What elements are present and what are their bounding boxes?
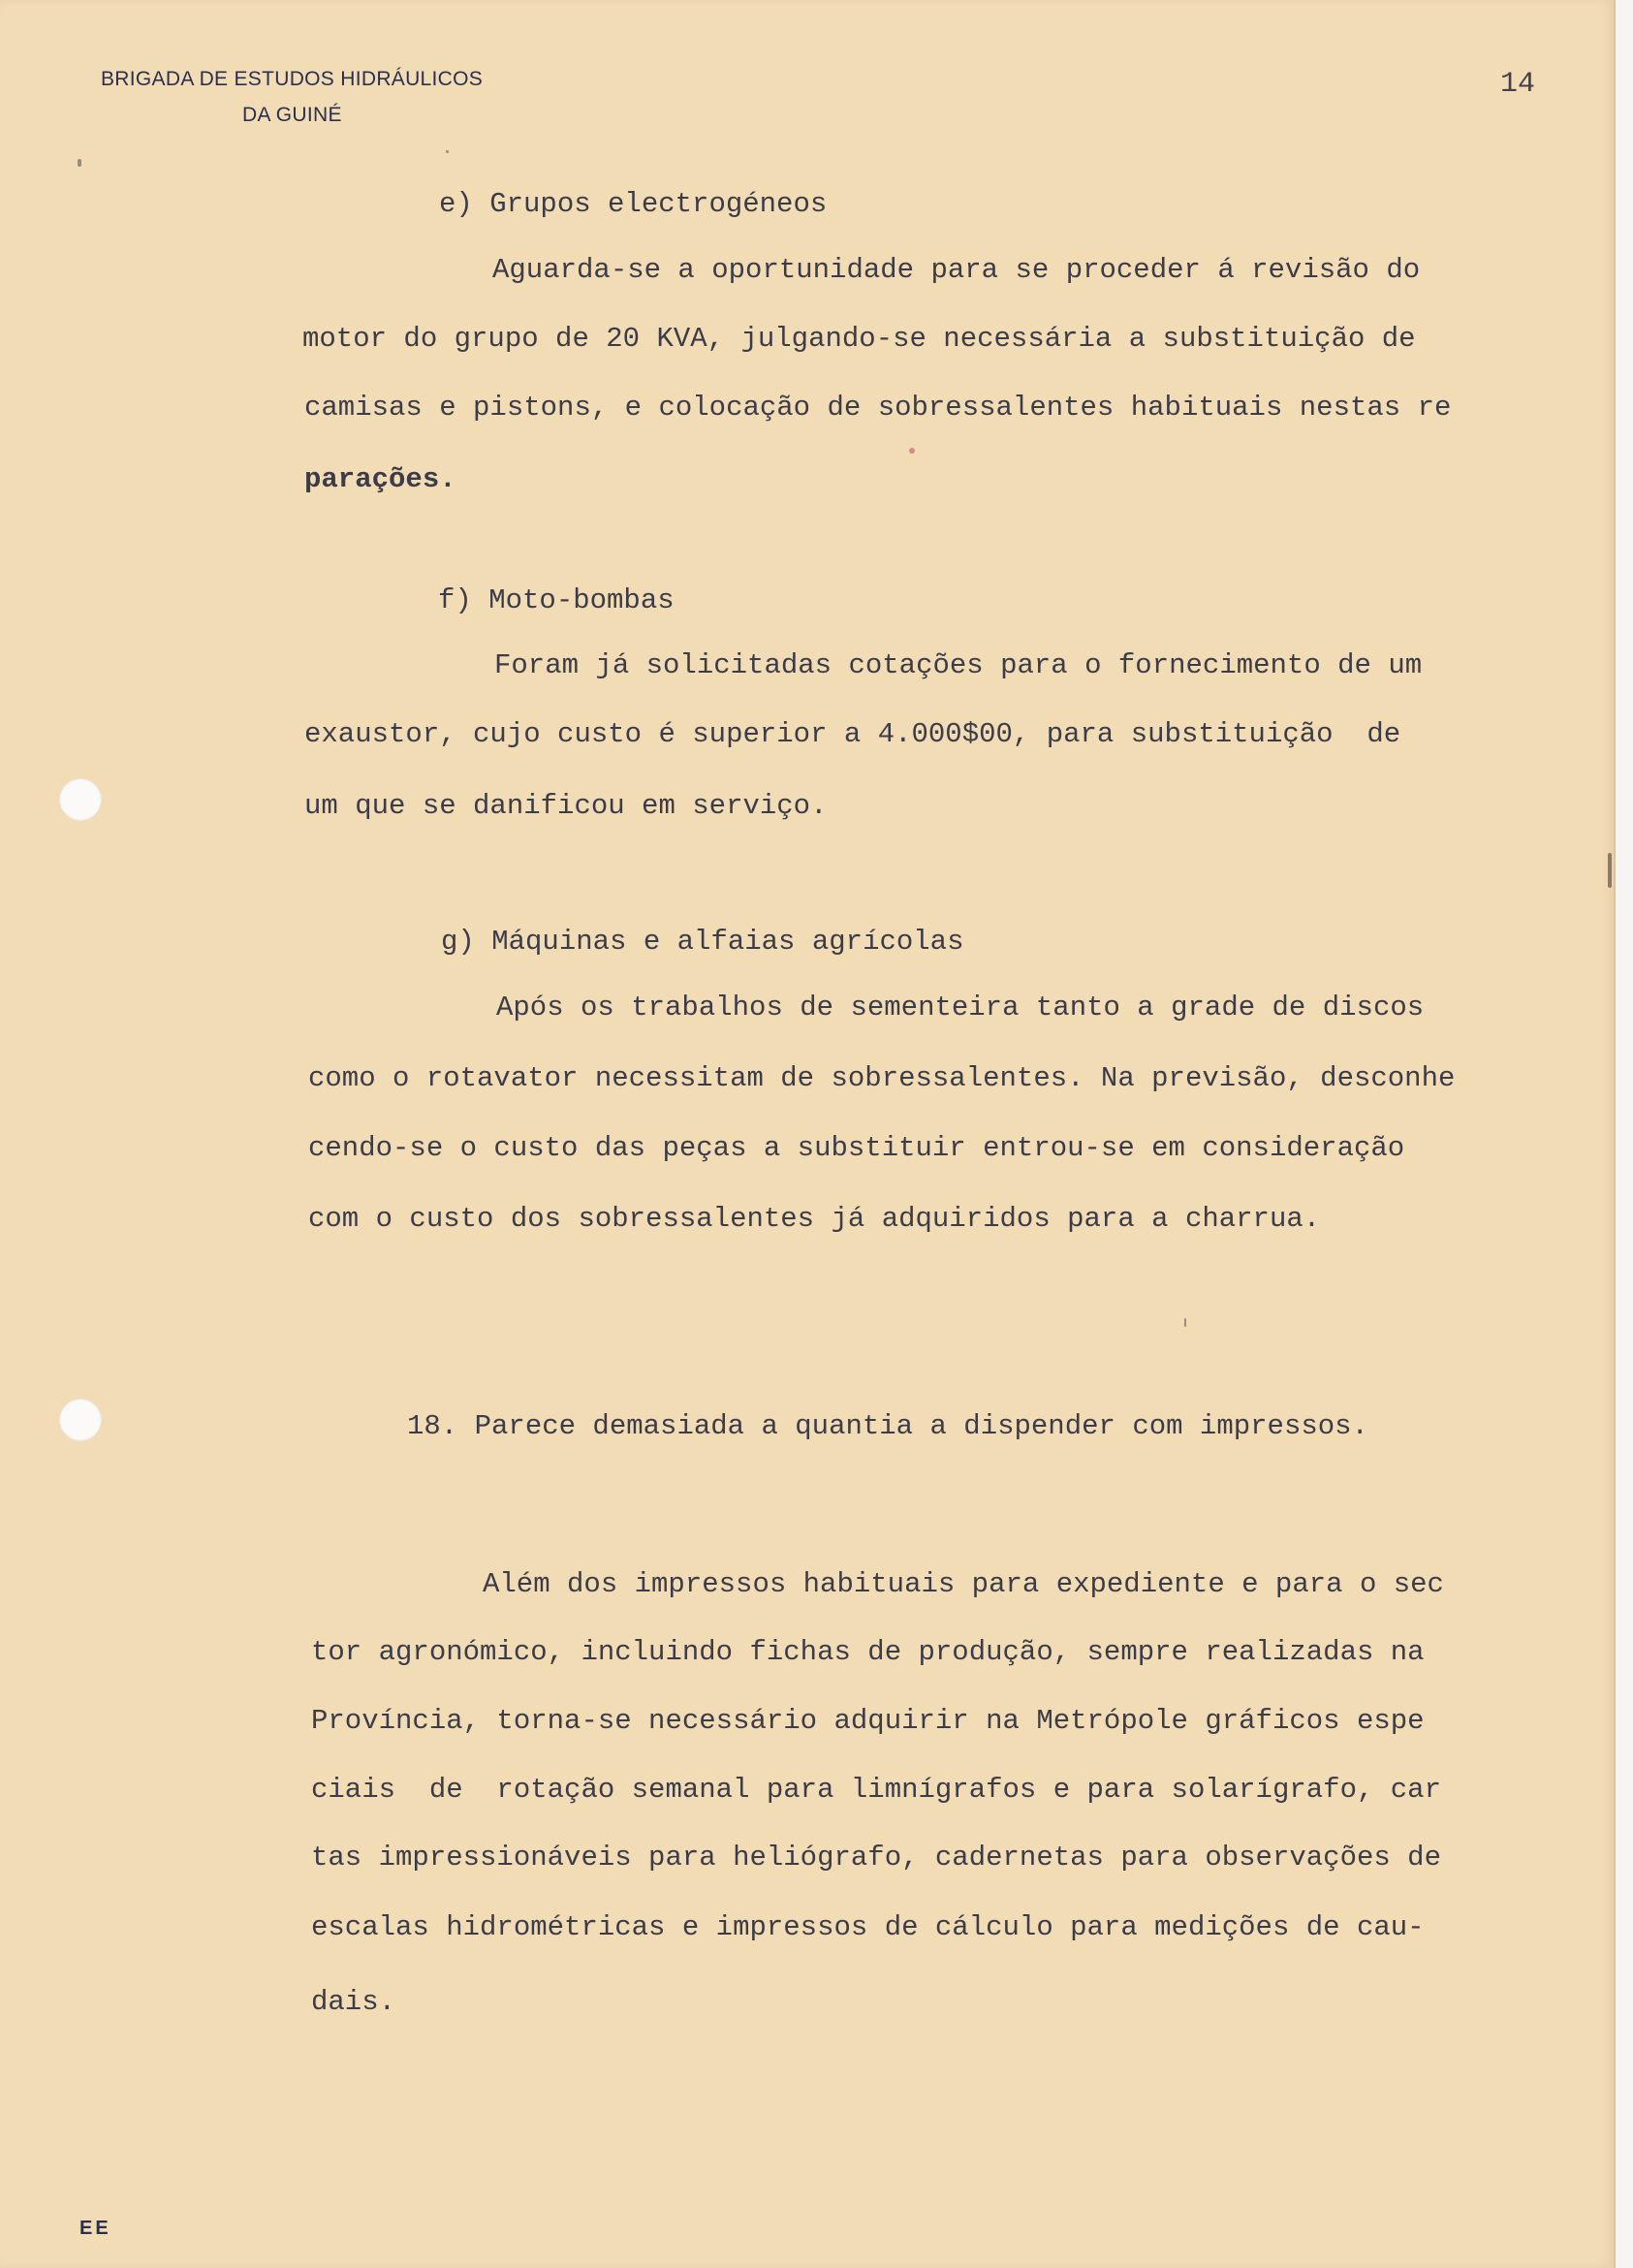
paragraph-line: como o rotavator necessitam de sobressalentes. Na previsão, desconhe (308, 1062, 1456, 1094)
page-number: 14 (1500, 68, 1536, 101)
paragraph-line: cendo-se o custo das peças a substituir entrou-se em consideração (308, 1132, 1405, 1164)
section-f-heading: f) Moto-bombas (438, 584, 675, 616)
punch-hole (59, 1399, 102, 1441)
section-e-heading: e) Grupos electrogéneos (439, 188, 828, 220)
paragraph-line: motor do grupo de 20 KVA, julgando-se necessária a substituição de (302, 323, 1416, 355)
paragraph-line: dais. (311, 1986, 396, 2018)
paragraph-line: com o custo dos sobressalentes já adquiridos para a charrua. (308, 1203, 1321, 1235)
letterhead-line-2: DA GUINÉ (242, 104, 342, 126)
paragraph-line: um que se danificou em serviço. (304, 790, 828, 822)
paragraph-line: camisas e pistons, e colocação de sobressalentes habituais nestas re (304, 392, 1452, 424)
letterhead-line-1: BRIGADA DE ESTUDOS HIDRÁULICOS (101, 68, 484, 90)
paper-speck (446, 150, 449, 153)
paragraph-line: Além dos impressos habituais para expediente e para o sec (483, 1568, 1444, 1600)
paragraph-line: Aguarda-se a oportunidade para se proceder á revisão do (492, 254, 1421, 286)
item-18-heading: 18. Parece demasiada a quantia a dispender com impressos. (407, 1410, 1368, 1442)
paragraph-line: exaustor, cujo custo é superior a 4.000$00, para substituição de (304, 718, 1401, 750)
page-edge (1616, 0, 1633, 2268)
paper-speck (78, 159, 81, 167)
paragraph-line: tor agronómico, incluindo fichas de produção, sempre realizadas na (311, 1636, 1425, 1668)
section-g-heading: g) Máquinas e alfaias agrícolas (441, 926, 964, 958)
paragraph-line: Após os trabalhos de sementeira tanto a grade de discos (496, 992, 1425, 1024)
punch-hole (59, 778, 102, 821)
paragraph-line: parações. (304, 463, 456, 495)
paper-speck (1184, 1318, 1186, 1327)
footer-code: EE (79, 2218, 111, 2239)
paragraph-line: ciais de rotação semanal para limnígrafos e para solarígrafo, car (311, 1774, 1441, 1806)
paragraph-line: tas impressionáveis para heliógrafo, cadernetas para observações de (311, 1842, 1441, 1874)
paragraph-line: Foram já solicitadas cotações para o fornecimento de um (494, 649, 1423, 681)
paper-speck (1608, 853, 1612, 888)
paragraph-line: escalas hidrométricas e impressos de cálculo para medições de cau- (311, 1911, 1425, 1943)
paragraph-line: Província, torna-se necessário adquirir na Metrópole gráficos espe (311, 1705, 1425, 1737)
paper-speck (909, 448, 915, 454)
